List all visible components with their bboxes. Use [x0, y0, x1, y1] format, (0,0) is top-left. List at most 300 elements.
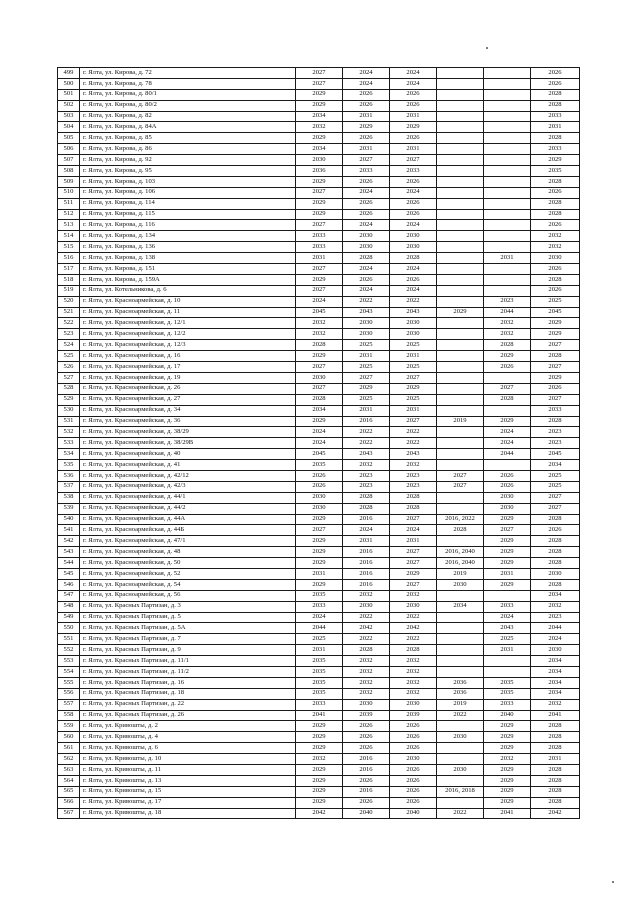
cell-address: г. Ялта, ул. Красноармейская, д. 38/29В — [80, 438, 296, 449]
cell-year-col-5: 2041 — [484, 808, 531, 819]
cell-year-col-1: 2029 — [296, 100, 343, 111]
cell-year-col-3: 2025 — [390, 362, 437, 373]
table-row — [58, 732, 580, 743]
cell-year-col-6: 2028 — [531, 743, 580, 754]
cell-year-col-1: 2035 — [296, 666, 343, 677]
cell-year-col-4 — [437, 492, 484, 503]
cell-address: г. Ялта, ул. Кирова, д. 116 — [80, 220, 296, 231]
cell-address: г. Ялта, ул. Красноармейская, д. 27 — [80, 394, 296, 405]
cell-year-col-1: 2029 — [296, 274, 343, 285]
cell-address: г. Ялта, ул. Красноармейская, д. 26 — [80, 383, 296, 394]
cell-year-col-5 — [484, 100, 531, 111]
cell-year-col-2: 2031 — [343, 144, 390, 155]
cell-year-col-2: 2031 — [343, 111, 390, 122]
cell-year-col-5 — [484, 144, 531, 155]
cell-year-col-3: 2030 — [390, 754, 437, 765]
cell-year-col-3: 2022 — [390, 296, 437, 307]
cell-row-number: 526 — [58, 362, 80, 373]
cell-year-col-1: 2031 — [296, 645, 343, 656]
cell-year-col-6: 2026 — [531, 285, 580, 296]
cell-row-number: 525 — [58, 351, 80, 362]
cell-year-col-1: 2045 — [296, 307, 343, 318]
cell-row-number: 529 — [58, 394, 80, 405]
cell-year-col-6: 2024 — [531, 634, 580, 645]
cell-year-col-1: 2035 — [296, 677, 343, 688]
table-row — [58, 656, 580, 667]
cell-row-number: 500 — [58, 78, 80, 89]
cell-year-col-2: 2026 — [343, 89, 390, 100]
cell-year-col-5 — [484, 78, 531, 89]
cell-year-col-4 — [437, 176, 484, 187]
cell-row-number: 556 — [58, 688, 80, 699]
cell-year-col-4: 2030 — [437, 579, 484, 590]
cell-year-col-2: 2024 — [343, 525, 390, 536]
cell-year-col-2: 2016 — [343, 754, 390, 765]
cell-row-number: 557 — [58, 699, 80, 710]
table-row — [58, 68, 580, 79]
cell-year-col-4 — [437, 231, 484, 242]
cell-row-number: 559 — [58, 721, 80, 732]
cell-row-number: 561 — [58, 743, 80, 754]
cell-year-col-5: 2028 — [484, 340, 531, 351]
cell-year-col-6: 2030 — [531, 568, 580, 579]
cell-year-col-1: 2026 — [296, 481, 343, 492]
cell-year-col-3: 2043 — [390, 449, 437, 460]
cell-row-number: 537 — [58, 481, 80, 492]
cell-address: г. Ялта, ул. Кривошты, д. 15 — [80, 786, 296, 797]
cell-year-col-2: 2016 — [343, 514, 390, 525]
cell-year-col-5: 2035 — [484, 677, 531, 688]
cell-year-col-4 — [437, 155, 484, 166]
table-row — [58, 383, 580, 394]
cell-year-col-6: 2031 — [531, 754, 580, 765]
table-row — [58, 144, 580, 155]
cell-year-col-2: 2025 — [343, 394, 390, 405]
cell-year-col-1: 2029 — [296, 579, 343, 590]
cell-row-number: 564 — [58, 775, 80, 786]
cell-year-col-1: 2029 — [296, 351, 343, 362]
cell-row-number: 563 — [58, 765, 80, 776]
table-row — [58, 645, 580, 656]
cell-year-col-2: 2026 — [343, 775, 390, 786]
cell-year-col-3: 2031 — [390, 351, 437, 362]
cell-row-number: 515 — [58, 242, 80, 253]
cell-address: г. Ялта, ул. Красноармейская, д. 12/2 — [80, 329, 296, 340]
cell-address: г. Ялта, ул. Кирова, д. 80/2 — [80, 100, 296, 111]
cell-year-col-5: 2026 — [484, 481, 531, 492]
cell-year-col-3: 2030 — [390, 699, 437, 710]
cell-year-col-5: 2029 — [484, 558, 531, 569]
cell-year-col-3: 2024 — [390, 78, 437, 89]
cell-year-col-4 — [437, 362, 484, 373]
table-row — [58, 176, 580, 187]
cell-year-col-5: 2032 — [484, 329, 531, 340]
cell-year-col-1: 2029 — [296, 775, 343, 786]
cell-year-col-1: 2035 — [296, 590, 343, 601]
table-row — [58, 721, 580, 732]
table-row — [58, 427, 580, 438]
table-row — [58, 634, 580, 645]
cell-year-col-1: 2029 — [296, 786, 343, 797]
cell-year-col-3: 2027 — [390, 514, 437, 525]
cell-year-col-5: 2024 — [484, 612, 531, 623]
table-row — [58, 155, 580, 166]
cell-year-col-6: 2025 — [531, 481, 580, 492]
cell-address: г. Ялта, ул. Красноармейская, д. 34 — [80, 405, 296, 416]
cell-year-col-5: 2044 — [484, 307, 531, 318]
cell-year-col-3: 2029 — [390, 568, 437, 579]
cell-year-col-3: 2022 — [390, 427, 437, 438]
cell-year-col-4 — [437, 78, 484, 89]
cell-year-col-1: 2027 — [296, 264, 343, 275]
cell-row-number: 545 — [58, 568, 80, 579]
cell-address: г. Ялта, ул. Красноармейская, д. 41 — [80, 460, 296, 471]
cell-year-col-5: 2029 — [484, 536, 531, 547]
cell-year-col-3: 2027 — [390, 547, 437, 558]
cell-year-col-2: 2029 — [343, 122, 390, 133]
cell-year-col-5 — [484, 122, 531, 133]
cell-year-col-2: 2040 — [343, 808, 390, 819]
cell-row-number: 565 — [58, 786, 80, 797]
cell-year-col-6: 2033 — [531, 144, 580, 155]
table-row — [58, 133, 580, 144]
cell-year-col-4: 2027 — [437, 470, 484, 481]
cell-year-col-5 — [484, 133, 531, 144]
cell-year-col-6: 2045 — [531, 307, 580, 318]
cell-address: г. Ялта, ул. Красноармейская, д. 17 — [80, 362, 296, 373]
cell-year-col-3: 2030 — [390, 242, 437, 253]
cell-address: г. Ялта, ул. Красноармейская, д. 12/3 — [80, 340, 296, 351]
cell-year-col-6: 2028 — [531, 765, 580, 776]
table-row — [58, 242, 580, 253]
cell-row-number: 532 — [58, 427, 80, 438]
cell-year-col-3: 2026 — [390, 721, 437, 732]
cell-year-col-3: 2029 — [390, 122, 437, 133]
table-row — [58, 296, 580, 307]
cell-year-col-5 — [484, 242, 531, 253]
cell-year-col-3: 2032 — [390, 460, 437, 471]
cell-year-col-1: 2024 — [296, 296, 343, 307]
cell-year-col-3: 2027 — [390, 372, 437, 383]
cell-year-col-3: 2027 — [390, 416, 437, 427]
cell-year-col-3: 2039 — [390, 710, 437, 721]
cell-year-col-6: 2044 — [531, 623, 580, 634]
cell-year-col-5: 2024 — [484, 438, 531, 449]
cell-year-col-1: 2024 — [296, 438, 343, 449]
cell-year-col-3: 2026 — [390, 775, 437, 786]
cell-year-col-2: 2022 — [343, 634, 390, 645]
cell-year-col-4 — [437, 394, 484, 405]
cell-year-col-5: 2026 — [484, 470, 531, 481]
table-row — [58, 340, 580, 351]
cell-year-col-3: 2026 — [390, 765, 437, 776]
cell-year-col-5 — [484, 155, 531, 166]
cell-year-col-4 — [437, 166, 484, 177]
cell-address: г. Ялта, ул. Красноармейская, д. 44/1 — [80, 492, 296, 503]
cell-year-col-1: 2041 — [296, 710, 343, 721]
cell-year-col-3: 2026 — [390, 786, 437, 797]
cell-year-col-4 — [437, 775, 484, 786]
cell-year-col-6: 2028 — [531, 721, 580, 732]
cell-year-col-3: 2022 — [390, 612, 437, 623]
cell-year-col-1: 2031 — [296, 568, 343, 579]
cell-year-col-5: 2029 — [484, 797, 531, 808]
cell-year-col-4 — [437, 351, 484, 362]
cell-year-col-2: 2023 — [343, 470, 390, 481]
cell-year-col-3: 2031 — [390, 111, 437, 122]
cell-year-col-2: 2023 — [343, 481, 390, 492]
cell-year-col-4 — [437, 122, 484, 133]
cell-address: г. Ялта, ул. Кирова, д. 103 — [80, 176, 296, 187]
cell-year-col-4 — [437, 645, 484, 656]
cell-year-col-5: 2024 — [484, 427, 531, 438]
table-row — [58, 351, 580, 362]
cell-year-col-5: 2029 — [484, 351, 531, 362]
cell-row-number: 534 — [58, 449, 80, 460]
cell-year-col-2: 2032 — [343, 460, 390, 471]
cell-year-col-2: 2042 — [343, 623, 390, 634]
cell-year-col-4: 2036 — [437, 677, 484, 688]
cell-year-col-5: 2027 — [484, 383, 531, 394]
cell-year-col-2: 2028 — [343, 503, 390, 514]
table-row — [58, 579, 580, 590]
cell-year-col-2: 2032 — [343, 677, 390, 688]
cell-year-col-2: 2039 — [343, 710, 390, 721]
cell-year-col-3: 2043 — [390, 307, 437, 318]
cell-row-number: 519 — [58, 285, 80, 296]
cell-year-col-2: 2026 — [343, 198, 390, 209]
cell-year-col-5: 2032 — [484, 318, 531, 329]
table-row — [58, 220, 580, 231]
cell-year-col-6: 2034 — [531, 688, 580, 699]
cell-address: г. Ялта, ул. Красных Партизан, д. 26 — [80, 710, 296, 721]
cell-year-col-4: 2019 — [437, 416, 484, 427]
cell-year-col-5 — [484, 231, 531, 242]
cell-address: г. Ялта, ул. Красноармейская, д. 48 — [80, 547, 296, 558]
cell-year-col-2: 2026 — [343, 743, 390, 754]
cell-year-col-3: 2023 — [390, 470, 437, 481]
cell-year-col-6: 2041 — [531, 710, 580, 721]
cell-year-col-5 — [484, 590, 531, 601]
cell-year-col-6: 2023 — [531, 427, 580, 438]
cell-address: г. Ялта, ул. Кирова, д. 80/1 — [80, 89, 296, 100]
cell-address: г. Ялта, ул. Кирова, д. 72 — [80, 68, 296, 79]
table-row — [58, 754, 580, 765]
cell-year-col-2: 2026 — [343, 209, 390, 220]
cell-year-col-4 — [437, 329, 484, 340]
cell-row-number: 536 — [58, 470, 80, 481]
cell-year-col-6: 2028 — [531, 133, 580, 144]
cell-year-col-5 — [484, 187, 531, 198]
cell-year-col-3: 2026 — [390, 732, 437, 743]
cell-year-col-3: 2028 — [390, 503, 437, 514]
cell-address: г. Ялта, ул. Красноармейская, д. 42/12 — [80, 470, 296, 481]
cell-year-col-6: 2023 — [531, 612, 580, 623]
table-row — [58, 797, 580, 808]
cell-year-col-5 — [484, 264, 531, 275]
cell-year-col-3: 2030 — [390, 231, 437, 242]
cell-year-col-4 — [437, 89, 484, 100]
table-row — [58, 209, 580, 220]
cell-row-number: 560 — [58, 732, 80, 743]
cell-year-col-3: 2032 — [390, 656, 437, 667]
cell-year-col-4 — [437, 187, 484, 198]
cell-year-col-3: 2026 — [390, 743, 437, 754]
cell-address: г. Ялта, ул. Кирова, д. 159А — [80, 274, 296, 285]
cell-row-number: 531 — [58, 416, 80, 427]
cell-year-col-4: 2016, 2040 — [437, 547, 484, 558]
cell-row-number: 512 — [58, 209, 80, 220]
cell-year-col-1: 2030 — [296, 372, 343, 383]
cell-year-col-6: 2030 — [531, 645, 580, 656]
housing-registry-table — [57, 67, 580, 819]
cell-year-col-1: 2029 — [296, 743, 343, 754]
cell-year-col-1: 2029 — [296, 558, 343, 569]
table-row — [58, 503, 580, 514]
cell-year-col-2: 2022 — [343, 612, 390, 623]
cell-year-col-4 — [437, 656, 484, 667]
cell-year-col-3: 2032 — [390, 688, 437, 699]
cell-year-col-6: 2023 — [531, 438, 580, 449]
cell-address: г. Ялта, ул. Красных Партизан, д. 5А — [80, 623, 296, 634]
table-row — [58, 677, 580, 688]
cell-address: г. Ялта, ул. Кирова, д. 86 — [80, 144, 296, 155]
cell-year-col-6: 2026 — [531, 383, 580, 394]
cell-year-col-4 — [437, 427, 484, 438]
cell-year-col-5: 2028 — [484, 394, 531, 405]
cell-year-col-4 — [437, 383, 484, 394]
cell-year-col-6: 2028 — [531, 176, 580, 187]
cell-year-col-6: 2028 — [531, 89, 580, 100]
cell-address: г. Ялта, ул. Красноармейская, д. 56 — [80, 590, 296, 601]
cell-year-col-6: 2034 — [531, 656, 580, 667]
cell-year-col-3: 2026 — [390, 274, 437, 285]
cell-year-col-4 — [437, 590, 484, 601]
table-row — [58, 743, 580, 754]
cell-address: г. Ялта, ул. Кирова, д. 78 — [80, 78, 296, 89]
cell-address: г. Ялта, ул. Кривошты, д. 10 — [80, 754, 296, 765]
cell-address: г. Ялта, ул. Кирова, д. 92 — [80, 155, 296, 166]
cell-year-col-1: 2044 — [296, 623, 343, 634]
cell-year-col-2: 2030 — [343, 601, 390, 612]
cell-year-col-6: 2028 — [531, 547, 580, 558]
cell-year-col-6: 2029 — [531, 155, 580, 166]
cell-year-col-5 — [484, 176, 531, 187]
cell-year-col-1: 2029 — [296, 416, 343, 427]
cell-year-col-1: 2029 — [296, 176, 343, 187]
table-row — [58, 405, 580, 416]
cell-year-col-2: 2016 — [343, 558, 390, 569]
cell-year-col-3: 2031 — [390, 536, 437, 547]
cell-address: г. Ялта, ул. Красноармейская, д. 54 — [80, 579, 296, 590]
cell-year-col-6: 2028 — [531, 775, 580, 786]
cell-year-col-6: 2031 — [531, 122, 580, 133]
cell-year-col-2: 2030 — [343, 231, 390, 242]
cell-year-col-2: 2016 — [343, 547, 390, 558]
cell-year-col-1: 2033 — [296, 242, 343, 253]
cell-year-col-3: 2031 — [390, 405, 437, 416]
cell-year-col-2: 2016 — [343, 568, 390, 579]
table-row — [58, 274, 580, 285]
cell-year-col-2: 2026 — [343, 732, 390, 743]
cell-address: г. Ялта, ул. Котельникова, д. 6 — [80, 285, 296, 296]
cell-year-col-5: 2031 — [484, 253, 531, 264]
cell-year-col-6: 2029 — [531, 318, 580, 329]
cell-year-col-5: 2029 — [484, 765, 531, 776]
cell-row-number: 502 — [58, 100, 80, 111]
cell-address: г. Ялта, ул. Кирова, д. 138 — [80, 253, 296, 264]
cell-year-col-5: 2032 — [484, 754, 531, 765]
cell-year-col-1: 2045 — [296, 449, 343, 460]
cell-address: г. Ялта, ул. Красноармейская, д. 10 — [80, 296, 296, 307]
cell-year-col-2: 2026 — [343, 133, 390, 144]
table-row — [58, 264, 580, 275]
cell-row-number: 533 — [58, 438, 80, 449]
cell-year-col-5: 2044 — [484, 449, 531, 460]
cell-year-col-1: 2029 — [296, 797, 343, 808]
cell-address: г. Ялта, ул. Красноармейская, д. 11 — [80, 307, 296, 318]
cell-address: г. Ялта, ул. Кирова, д. 95 — [80, 166, 296, 177]
cell-year-col-4 — [437, 503, 484, 514]
cell-year-col-1: 2030 — [296, 155, 343, 166]
cell-year-col-1: 2027 — [296, 383, 343, 394]
cell-year-col-6: 2035 — [531, 166, 580, 177]
cell-year-col-3: 2026 — [390, 198, 437, 209]
document-page — [57, 67, 579, 819]
cell-year-col-5: 2025 — [484, 634, 531, 645]
cell-year-col-1: 2033 — [296, 601, 343, 612]
cell-row-number: 517 — [58, 264, 80, 275]
cell-row-number: 548 — [58, 601, 80, 612]
cell-year-col-5: 2031 — [484, 645, 531, 656]
cell-year-col-2: 2029 — [343, 383, 390, 394]
cell-year-col-5 — [484, 198, 531, 209]
cell-address: г. Ялта, ул. Кирова, д. 136 — [80, 242, 296, 253]
cell-year-col-6: 2034 — [531, 590, 580, 601]
cell-address: г. Ялта, ул. Красноармейская, д. 19 — [80, 372, 296, 383]
cell-year-col-6: 2027 — [531, 362, 580, 373]
cell-address: г. Ялта, ул. Кирова, д. 106 — [80, 187, 296, 198]
cell-row-number: 558 — [58, 710, 80, 721]
cell-year-col-6: 2033 — [531, 405, 580, 416]
cell-year-col-4 — [437, 111, 484, 122]
cell-year-col-2: 2027 — [343, 372, 390, 383]
table-row — [58, 786, 580, 797]
cell-year-col-5: 2029 — [484, 579, 531, 590]
cell-year-col-1: 2024 — [296, 427, 343, 438]
cell-year-col-3: 2026 — [390, 209, 437, 220]
cell-year-col-4 — [437, 296, 484, 307]
cell-year-col-2: 2043 — [343, 449, 390, 460]
cell-address: г. Ялта, ул. Кривошты, д. 18 — [80, 808, 296, 819]
cell-year-col-5: 2040 — [484, 710, 531, 721]
cell-row-number: 567 — [58, 808, 80, 819]
cell-row-number: 555 — [58, 677, 80, 688]
table-row — [58, 166, 580, 177]
cell-year-col-3: 2024 — [390, 525, 437, 536]
cell-year-col-3: 2027 — [390, 558, 437, 569]
cell-row-number: 527 — [58, 372, 80, 383]
cell-address: г. Ялта, ул. Кирова, д. 134 — [80, 231, 296, 242]
cell-year-col-2: 2024 — [343, 285, 390, 296]
cell-year-col-2: 2016 — [343, 416, 390, 427]
cell-year-col-4 — [437, 438, 484, 449]
cell-year-col-1: 2034 — [296, 405, 343, 416]
cell-row-number: 538 — [58, 492, 80, 503]
cell-year-col-6: 2028 — [531, 100, 580, 111]
cell-year-col-4 — [437, 220, 484, 231]
cell-address: г. Ялта, ул. Красных Партизан, д. 9 — [80, 645, 296, 656]
